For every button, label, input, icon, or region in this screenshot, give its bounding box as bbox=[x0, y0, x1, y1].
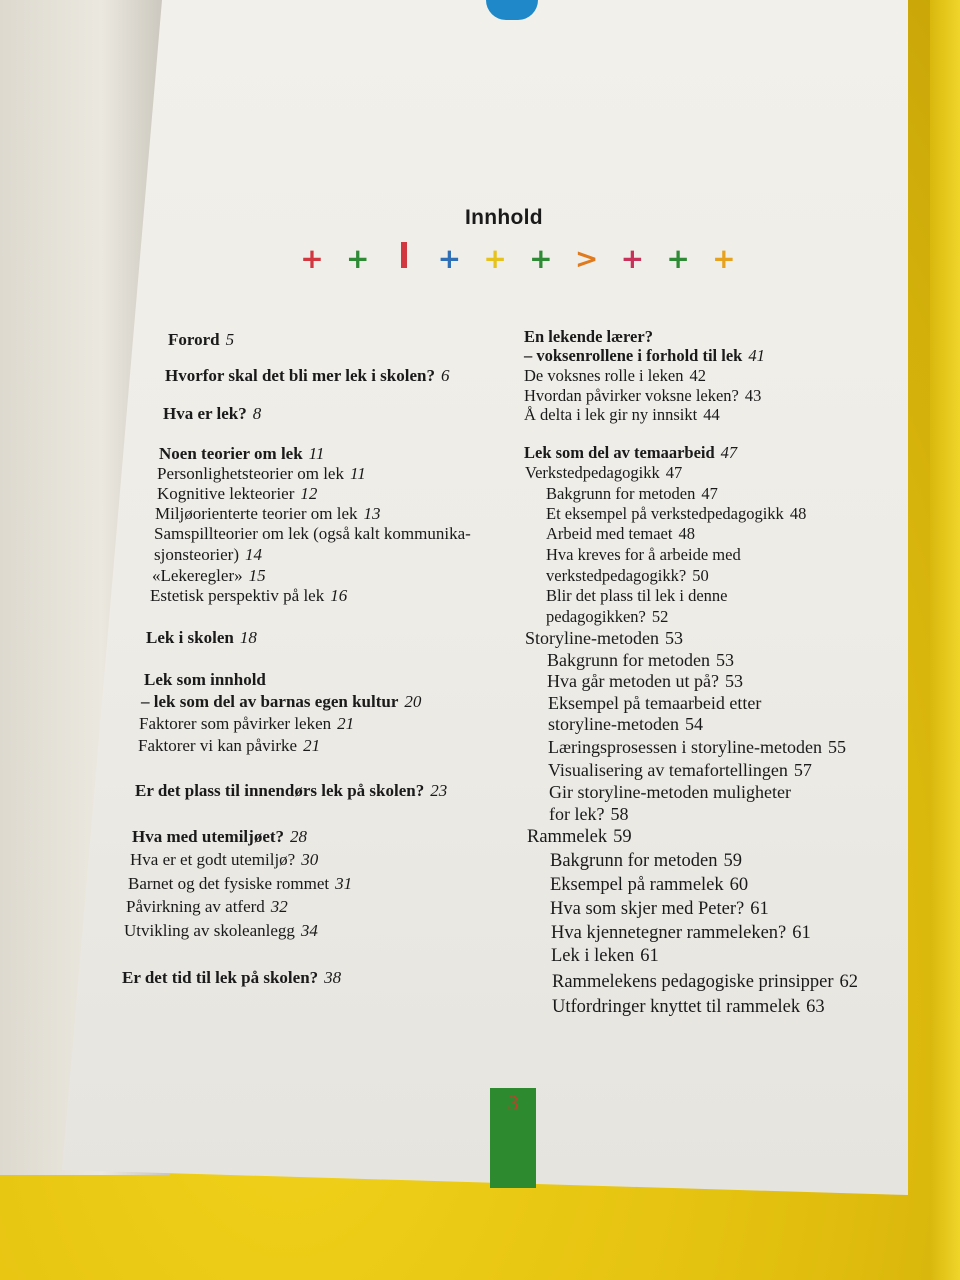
toc-entry-title: Barnet og det fysiske rommet bbox=[128, 874, 330, 893]
toc-entry-title: Miljøorienterte teorier om lek bbox=[155, 504, 358, 523]
toc-entry-page: 61 bbox=[750, 899, 769, 919]
toc-entry-title: Verkstedpedagogikk bbox=[525, 463, 660, 482]
toc-entry-page: 28 bbox=[290, 827, 308, 846]
toc-entry-page: 15 bbox=[248, 566, 266, 585]
toc-entry-title: Samspillteorier om lek (også kalt kommunika- bbox=[154, 524, 471, 543]
toc-entry bbox=[165, 366, 449, 386]
toc-entry-title: Rammelek bbox=[527, 827, 608, 847]
toc-entry-page: 50 bbox=[692, 566, 709, 585]
toc-entry-title: Blir det plass til lek i denne bbox=[546, 586, 728, 605]
toc-entry-page: 62 bbox=[839, 972, 859, 992]
toc-entry-page: 43 bbox=[744, 386, 762, 405]
toc-entry-page: 13 bbox=[363, 504, 381, 523]
toc-entry-title: Faktorer som påvirker leken bbox=[139, 714, 332, 733]
toc-entry-title: Lek i skolen bbox=[146, 628, 234, 647]
toc-entry-page: 42 bbox=[689, 366, 706, 385]
toc-entry bbox=[126, 897, 288, 917]
toc-entry-page: 32 bbox=[270, 897, 288, 916]
toc-entry-title: Hva med utemiljøet? bbox=[132, 827, 285, 846]
toc-entry-title: Utvikling av skoleanlegg bbox=[124, 921, 295, 940]
toc-entry-page: 31 bbox=[335, 874, 353, 893]
toc-entry bbox=[524, 346, 765, 366]
toc-entry bbox=[550, 899, 769, 919]
toc-entry bbox=[524, 386, 761, 406]
toc-entry bbox=[546, 586, 727, 606]
toc-entry-page: 8 bbox=[252, 404, 262, 423]
toc-entry bbox=[524, 443, 737, 463]
toc-entry bbox=[168, 330, 234, 350]
toc-entry bbox=[146, 628, 257, 648]
toc-entry-page: 48 bbox=[678, 524, 695, 543]
toc-entry bbox=[546, 566, 709, 586]
toc-entry-page: 34 bbox=[300, 921, 318, 940]
toc-entry-page: 21 bbox=[303, 736, 321, 755]
toc-entry bbox=[159, 444, 324, 464]
toc-entry-page: 61 bbox=[792, 923, 811, 943]
toc-entry-title: Utfordringer knyttet til rammelek bbox=[552, 997, 801, 1017]
toc-entry-page: 53 bbox=[715, 650, 734, 670]
toc-entry-page: 11 bbox=[349, 464, 366, 483]
toc-entry-title: Faktorer vi kan påvirke bbox=[138, 736, 298, 755]
page-title: Innhold bbox=[465, 206, 543, 229]
toc-entry-page: 6 bbox=[440, 366, 450, 385]
toc-entry bbox=[549, 782, 791, 802]
toc-entry-title: Gir storyline-metoden muligheter bbox=[549, 782, 791, 802]
toc-entry bbox=[549, 804, 628, 824]
toc-entry bbox=[157, 464, 366, 484]
toc-entry-title: Hva går metoden ut på? bbox=[547, 671, 719, 691]
toc-entry-page: 53 bbox=[664, 628, 683, 648]
toc-entry-title: Lek som del av temaarbeid bbox=[524, 443, 715, 462]
toc-entry-title: Personlighetsteorier om lek bbox=[157, 464, 344, 483]
toc-entry bbox=[524, 405, 720, 425]
toc-entry bbox=[550, 875, 748, 895]
toc-entry bbox=[552, 997, 825, 1017]
plus-symbol: + bbox=[300, 241, 324, 275]
toc-entry-page: 47 bbox=[720, 443, 738, 462]
toc-entry-title: Arbeid med temaet bbox=[546, 524, 673, 543]
toc-entry bbox=[152, 566, 266, 586]
toc-entry-title: De voksnes rolle i leken bbox=[524, 366, 684, 385]
plus-symbol: + bbox=[437, 241, 462, 275]
toc-entry-title: Et eksempel på verkstedpedagogikk bbox=[546, 504, 784, 523]
toc-entry bbox=[548, 737, 846, 757]
toc-entry bbox=[128, 874, 352, 894]
plus-symbol: + bbox=[529, 241, 553, 275]
toc-entry-page: 18 bbox=[239, 628, 257, 647]
toc-entry-page: 21 bbox=[337, 714, 355, 733]
toc-entry-title: Lek i leken bbox=[551, 946, 635, 966]
toc-entry-page: 11 bbox=[308, 444, 325, 463]
toc-entry bbox=[163, 404, 261, 424]
toc-entry-title: Påvirkning av atferd bbox=[126, 897, 265, 916]
toc-entry-page: 52 bbox=[651, 607, 669, 626]
toc-entry-title: Hva er lek? bbox=[163, 404, 247, 423]
toc-entry bbox=[150, 586, 347, 606]
toc-entry-page: 63 bbox=[806, 997, 825, 1017]
toc-entry-page: 30 bbox=[301, 850, 319, 869]
toc-entry-title: Estetisk perspektiv på lek bbox=[150, 586, 325, 605]
toc-entry-title: «Lekeregler» bbox=[152, 566, 243, 585]
toc-entry bbox=[546, 484, 718, 504]
toc-entry-page: 44 bbox=[703, 405, 720, 424]
toc-entry-title: Å delta i lek gir ny innsikt bbox=[524, 405, 698, 424]
toc-entry-page: 59 bbox=[613, 827, 632, 847]
toc-entry bbox=[527, 827, 632, 847]
toc-entry bbox=[525, 463, 682, 483]
toc-entry-title: pedagogikken? bbox=[546, 607, 646, 626]
toc-entry-page: 23 bbox=[430, 781, 448, 800]
toc-entry bbox=[139, 714, 354, 734]
toc-entry-title: Forord bbox=[168, 330, 220, 349]
toc-entry-title: Hvorfor skal det bli mer lek i skolen? bbox=[165, 366, 435, 385]
toc-entry-page: 60 bbox=[729, 875, 749, 895]
toc-entry-title: Rammelekens pedagogiske prinsipper bbox=[552, 972, 834, 992]
toc-entry bbox=[548, 693, 761, 713]
background-fabric bbox=[930, 0, 960, 1280]
arrow-symbol: > bbox=[574, 241, 599, 275]
toc-entry-title: Eksempel på temaarbeid etter bbox=[548, 693, 762, 713]
toc-entry bbox=[157, 484, 317, 504]
toc-entry bbox=[155, 504, 381, 524]
toc-entry-page: 48 bbox=[789, 504, 807, 523]
toc-entry-page: 54 bbox=[684, 714, 703, 734]
toc-entry bbox=[132, 827, 307, 847]
plus-symbol: + bbox=[666, 241, 690, 275]
toc-entry-title: Kognitive lekteorier bbox=[157, 484, 295, 503]
toc-entry bbox=[124, 921, 318, 941]
toc-entry-title: Visualisering av temafortellingen bbox=[548, 760, 788, 780]
toc-entry-title: Bakgrunn for metoden bbox=[547, 650, 710, 670]
toc-entry-title: Bakgrunn for metoden bbox=[546, 484, 696, 503]
toc-entry-title: Er det plass til innendørs lek på skolen? bbox=[135, 781, 425, 800]
toc-entry-title: Hvordan påvirker voksne leken? bbox=[524, 386, 739, 405]
bar-symbol bbox=[390, 242, 418, 275]
toc-entry-title: Hva som skjer med Peter? bbox=[550, 899, 745, 919]
toc-entry-page: 61 bbox=[640, 946, 659, 966]
toc-entry bbox=[546, 607, 668, 627]
plus-symbol: + bbox=[712, 241, 736, 275]
toc-entry bbox=[546, 545, 741, 565]
page-number: 3 bbox=[507, 1090, 519, 1115]
toc-entry-title: for lek? bbox=[549, 804, 605, 824]
toc-entry-page: 53 bbox=[724, 671, 743, 691]
toc-entry-page: 38 bbox=[324, 968, 342, 987]
toc-entry bbox=[546, 524, 695, 544]
toc-entry bbox=[550, 851, 742, 871]
toc-entry bbox=[135, 781, 447, 801]
toc-entry-page: 55 bbox=[827, 737, 846, 757]
toc-entry-title: Eksempel på rammelek bbox=[550, 875, 724, 895]
toc-entry-title: Storyline-metoden bbox=[525, 628, 659, 648]
toc-entry-title: verkstedpedagogikk? bbox=[546, 566, 687, 585]
toc-entry bbox=[524, 366, 706, 386]
toc-entry-page: 59 bbox=[723, 851, 742, 871]
toc-entry bbox=[551, 923, 811, 943]
toc-entry bbox=[548, 714, 703, 734]
toc-entry-title: – voksenrollene i forhold til lek bbox=[524, 346, 743, 365]
toc-entry bbox=[552, 972, 858, 992]
toc-entry bbox=[525, 628, 683, 648]
toc-entry-title: Bakgrunn for metoden bbox=[550, 851, 718, 871]
toc-entry-page: 20 bbox=[404, 692, 422, 711]
toc-entry-page: 47 bbox=[701, 484, 718, 503]
toc-entry-page: 57 bbox=[793, 760, 812, 780]
toc-entry bbox=[546, 504, 806, 524]
toc-entry-page: 47 bbox=[665, 463, 683, 482]
toc-entry bbox=[141, 692, 421, 712]
plus-symbol: + bbox=[483, 241, 507, 275]
toc-entry-title: – lek som del av barnas egen kultur bbox=[141, 692, 399, 711]
toc-entry-title: Noen teorier om lek bbox=[159, 444, 303, 463]
toc-entry-title: Læringsprosessen i storyline-metoden bbox=[548, 737, 822, 757]
toc-entry bbox=[138, 736, 320, 756]
toc-entry bbox=[524, 327, 653, 347]
plus-symbol: + bbox=[620, 241, 645, 275]
toc-entry bbox=[551, 946, 659, 966]
toc-entry-page: 41 bbox=[748, 346, 765, 365]
toc-entry-page: 14 bbox=[244, 545, 262, 564]
toc-entry bbox=[547, 671, 743, 691]
toc-entry-page: 5 bbox=[225, 330, 235, 349]
decorative-symbols bbox=[298, 240, 738, 276]
toc-entry-title: Lek som innhold bbox=[144, 670, 266, 689]
toc-entry-page: 58 bbox=[610, 804, 629, 824]
toc-entry bbox=[548, 760, 812, 780]
toc-entry-page: 16 bbox=[330, 586, 348, 605]
toc-entry-title: En lekende lærer? bbox=[524, 327, 653, 346]
toc-entry bbox=[547, 650, 734, 670]
toc-entry-title: Hva kjennetegner rammeleken? bbox=[551, 923, 787, 943]
toc-entry-title: Hva kreves for å arbeide med bbox=[546, 545, 741, 564]
toc-entry bbox=[122, 968, 341, 988]
toc-entry bbox=[130, 850, 318, 870]
toc-entry bbox=[154, 545, 262, 565]
toc-entry bbox=[144, 670, 266, 690]
toc-entry bbox=[154, 524, 471, 544]
toc-entry-title: Er det tid til lek på skolen? bbox=[122, 968, 319, 987]
toc-entry-page: 12 bbox=[300, 484, 318, 503]
plus-symbol: + bbox=[346, 241, 370, 275]
toc-entry-title: storyline-metoden bbox=[548, 714, 679, 734]
toc-entry-title: Hva er et godt utemiljø? bbox=[130, 850, 296, 869]
toc-entry-title: sjonsteorier) bbox=[154, 545, 239, 564]
